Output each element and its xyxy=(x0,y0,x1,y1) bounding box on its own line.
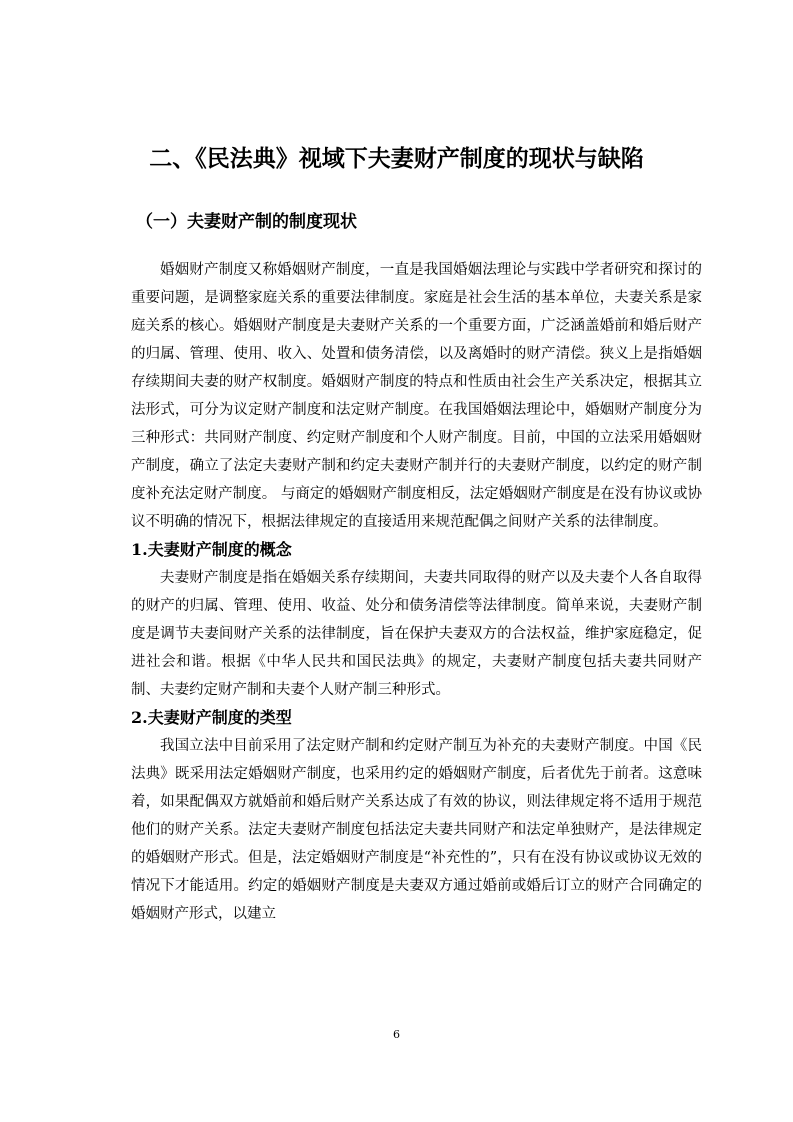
chapter-title: 二、《民法典》视域下夫妻财产制度的现状与缺陷 xyxy=(149,145,644,172)
paragraph-marital-property-overview: 婚姻财产制度又称婚姻财产制度，一直是我国婚姻法理论与实践中学者研究和探讨的重要问题，是调整家庭关系的重要法律制度。家庭是社会生活的基本单位，夫妻关系是家庭关系的核心。婚姻财产制度是夫妻财产关系的一个重要方面，广泛涵盖婚前和婚后财产的归属、管理、使用、收入、处置和债务清偿，以及离婚时的财产清偿。狭义上是指婚姻存续期间夫妻的财产权制度。婚姻财产制度的特点和性质由社会生产关系决定，根据其立法形式，可分为议定财产制度和法定财产制度。在我国婚姻法理论中，婚姻财产制度分为三种形式：共同财产制度、约定财产制度和个人财产制度。目前，中国的立法采用婚姻财产制度，确立了法定夫妻财产制和约定夫妻财产制并行的夫妻财产制度，以约定的财产制度补充法定财产制度。 与商定的婚姻财产制度相反，法定婚姻财产制度是在没有协议或协议不明确的情况下，根据法律规定的直接适用来规范配偶之间财产关系的法律制度。 xyxy=(131,262,702,530)
subheading-concept: 1.夫妻财产制度的概念 xyxy=(131,540,292,559)
paragraph-concept: 夫妻财产制度是指在婚姻关系存续期间，夫妻共同取得的财产以及夫妻个人各自取得的财产的归属、管理、使用、收益、处分和债务清偿等法律制度。简单来说，夫妻财产制度是调节夫妻间财产关系的法律制度，旨在保护夫妻双方的合法权益，维护家庭稳定，促进社会和谐。根据《中华人民共和国民法典》的规定，夫妻财产制度包括夫妻共同财产制、夫妻约定财产制和夫妻个人财产制三种形式。 xyxy=(131,570,702,698)
subheading-types: 2.夫妻财产制度的类型 xyxy=(131,708,292,727)
body-content xyxy=(131,256,702,928)
page-number: 6 xyxy=(393,1028,400,1041)
section-title: （一）夫妻财产制的制度现状 xyxy=(136,212,357,232)
paragraph-types: 我国立法中目前采用了法定财产制和约定财产制互为补充的夫妻财产制度。中国《民法典》既采用法定婚姻财产制度，也采用约定的婚姻财产制度，后者优先于前者。这意味着，如果配偶双方就婚前和婚后财产关系达成了有效的协议，则法律规定将不适用于规范他们的财产关系。法定夫妻财产制度包括法定夫妻共同财产和法定单独财产，是法律规定的婚姻财产形式。但是，法定婚姻财产制度是“补充性的”，只有在没有协议或协议无效的情况下才能适用。约定的婚姻财产制度是夫妻双方通过婚前或婚后订立的财产合同确定的婚姻财产形式，以建立 xyxy=(131,738,702,922)
